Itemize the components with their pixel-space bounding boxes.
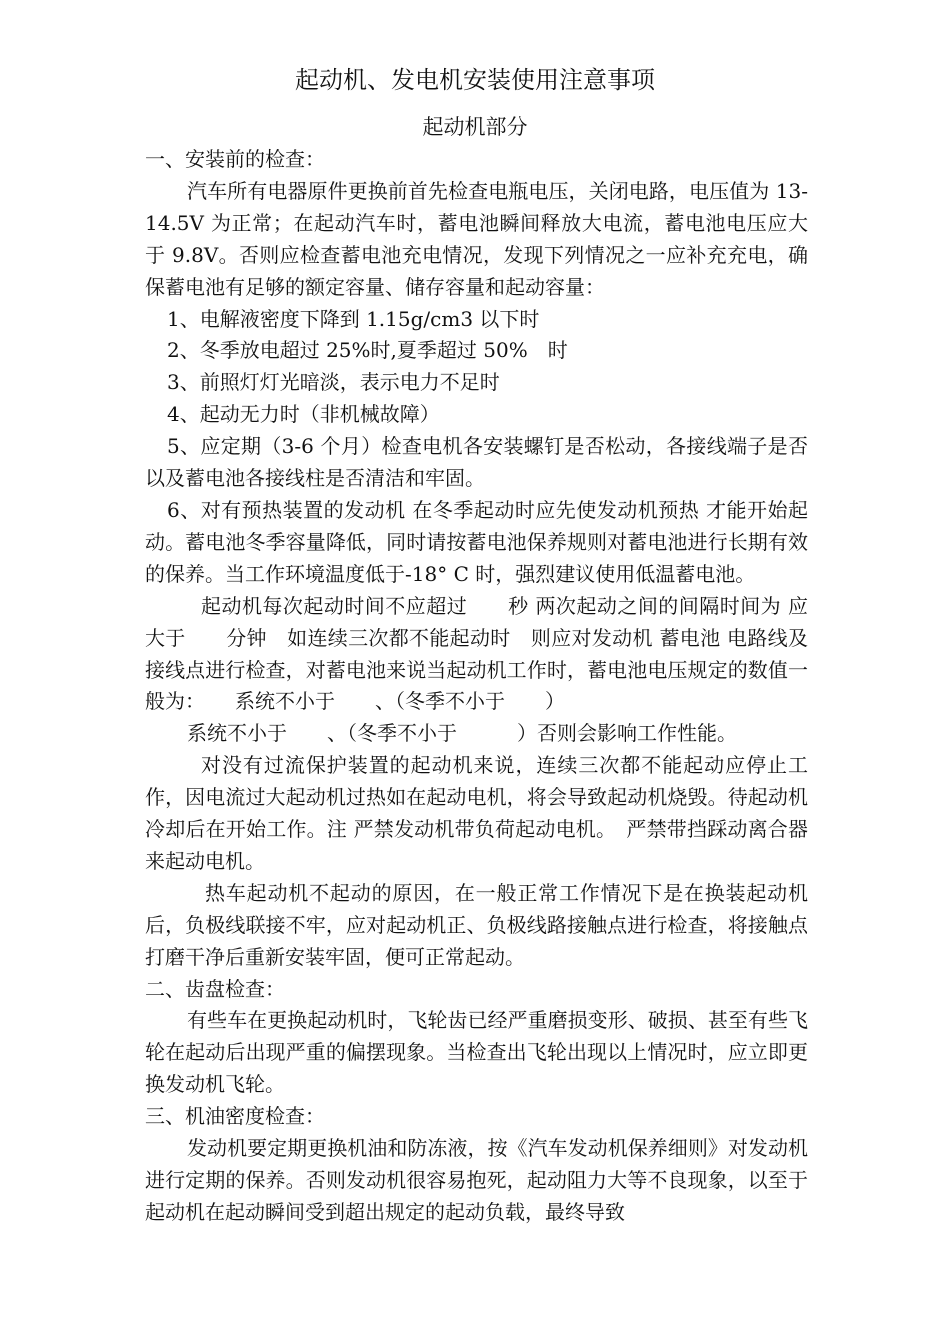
paragraph: 有些车在更换起动机时，飞轮齿已经严重磨损变形、破损、甚至有些飞轮在起动后出现严重的偏摆现象。当检查出飞轮出现以上情况时，应立即更换发动机飞轮。 [145, 1008, 808, 1097]
list-item: 2、冬季放电超过 25%时,夏季超过 50% 时 [167, 338, 568, 363]
paragraph: 热车起动机不起动的原因，在一般正常工作情况下是在换装起动机后，负极线联接不牢，应对起动机正、负极线路接触点进行检查，将接触点打磨干净后重新安装牢固，便可正常起动。 [145, 880, 808, 969]
paragraph: 汽车所有电器原件更换前首先检查电瓶电压，关闭电路，电压值为 13-14.5V 为正常；在起动汽车时，蓄电池瞬间释放大电流，蓄电池电压应大于 9.8V。否则应检查蓄电池充电情况，发现下列情况之一应补充充电，确保蓄电池有足够的额定容量、储存容量和起动容量： [145, 178, 808, 299]
paragraph: 对没有过流保护装置的起动机来说，连续三次都不能起动应停止工作，因电流过大起动机过热如在起动电机，将会导致起动机烧毁。待起动机冷却后在开始工作。注 严禁发动机带负荷起动电机。 严禁带挡踩动离合器来起动电机。 [145, 753, 808, 873]
document-title: 起动机、发电机安装使用注意事项 [295, 66, 655, 94]
section-heading-1: 一、安装前的检查： [145, 147, 325, 171]
section-subtitle: 起动机部分 [422, 115, 528, 139]
list-item: 6、对有预热装置的发动机 在冬季起动时应先使发动机预热 才能开始起动。蓄电池冬季容量降低，同时请按蓄电池保养规则对蓄电池进行长期有效的保养。当工作环境温度低于-18° C 时，强烈建议使用低温蓄电池。 [145, 497, 808, 586]
section-heading-2: 二、齿盘检查： [145, 976, 285, 1001]
list-item: 5、应定期（3-6 个月）检查电机各安装螺钉是否松动，各接线端子是否以及蓄电池各接线柱是否清洁和牢固。 [145, 434, 808, 491]
document-body [145, 144, 808, 1229]
list-item: 1、电解液密度下降到 1.15g/cm3 以下时 [167, 306, 540, 331]
paragraph: 起动机每次起动时间不应超过 秒 两次起动之间的间隔时间为 应大于 分钟 如连续三次都不能起动时 则应对发动机 蓄电池 电路线及接线点进行检查，对蓄电池来说当起动机工作时，蓄电池电压规定的数值一般为： 系统不小于 、（冬季不小于 ） [145, 593, 808, 714]
list-item: 4、起动无力时（非机械故障） [167, 402, 440, 427]
paragraph: 发动机要定期更换机油和防冻液，按《汽车发动机保养细则》对发动机进行定期的保养。否则发动机很容易抱死，起动阻力大等不良现象，以至于起动机在起动瞬间受到超出规定的起动负载，最终导致 [145, 1136, 808, 1224]
paragraph: 系统不小于 、（冬季不小于 ）否则会影响工作性能。 [187, 721, 737, 746]
list-item: 3、前照灯灯光暗淡，表示电力不足时 [167, 370, 500, 395]
section-heading-3: 三、机油密度检查： [145, 1104, 325, 1129]
